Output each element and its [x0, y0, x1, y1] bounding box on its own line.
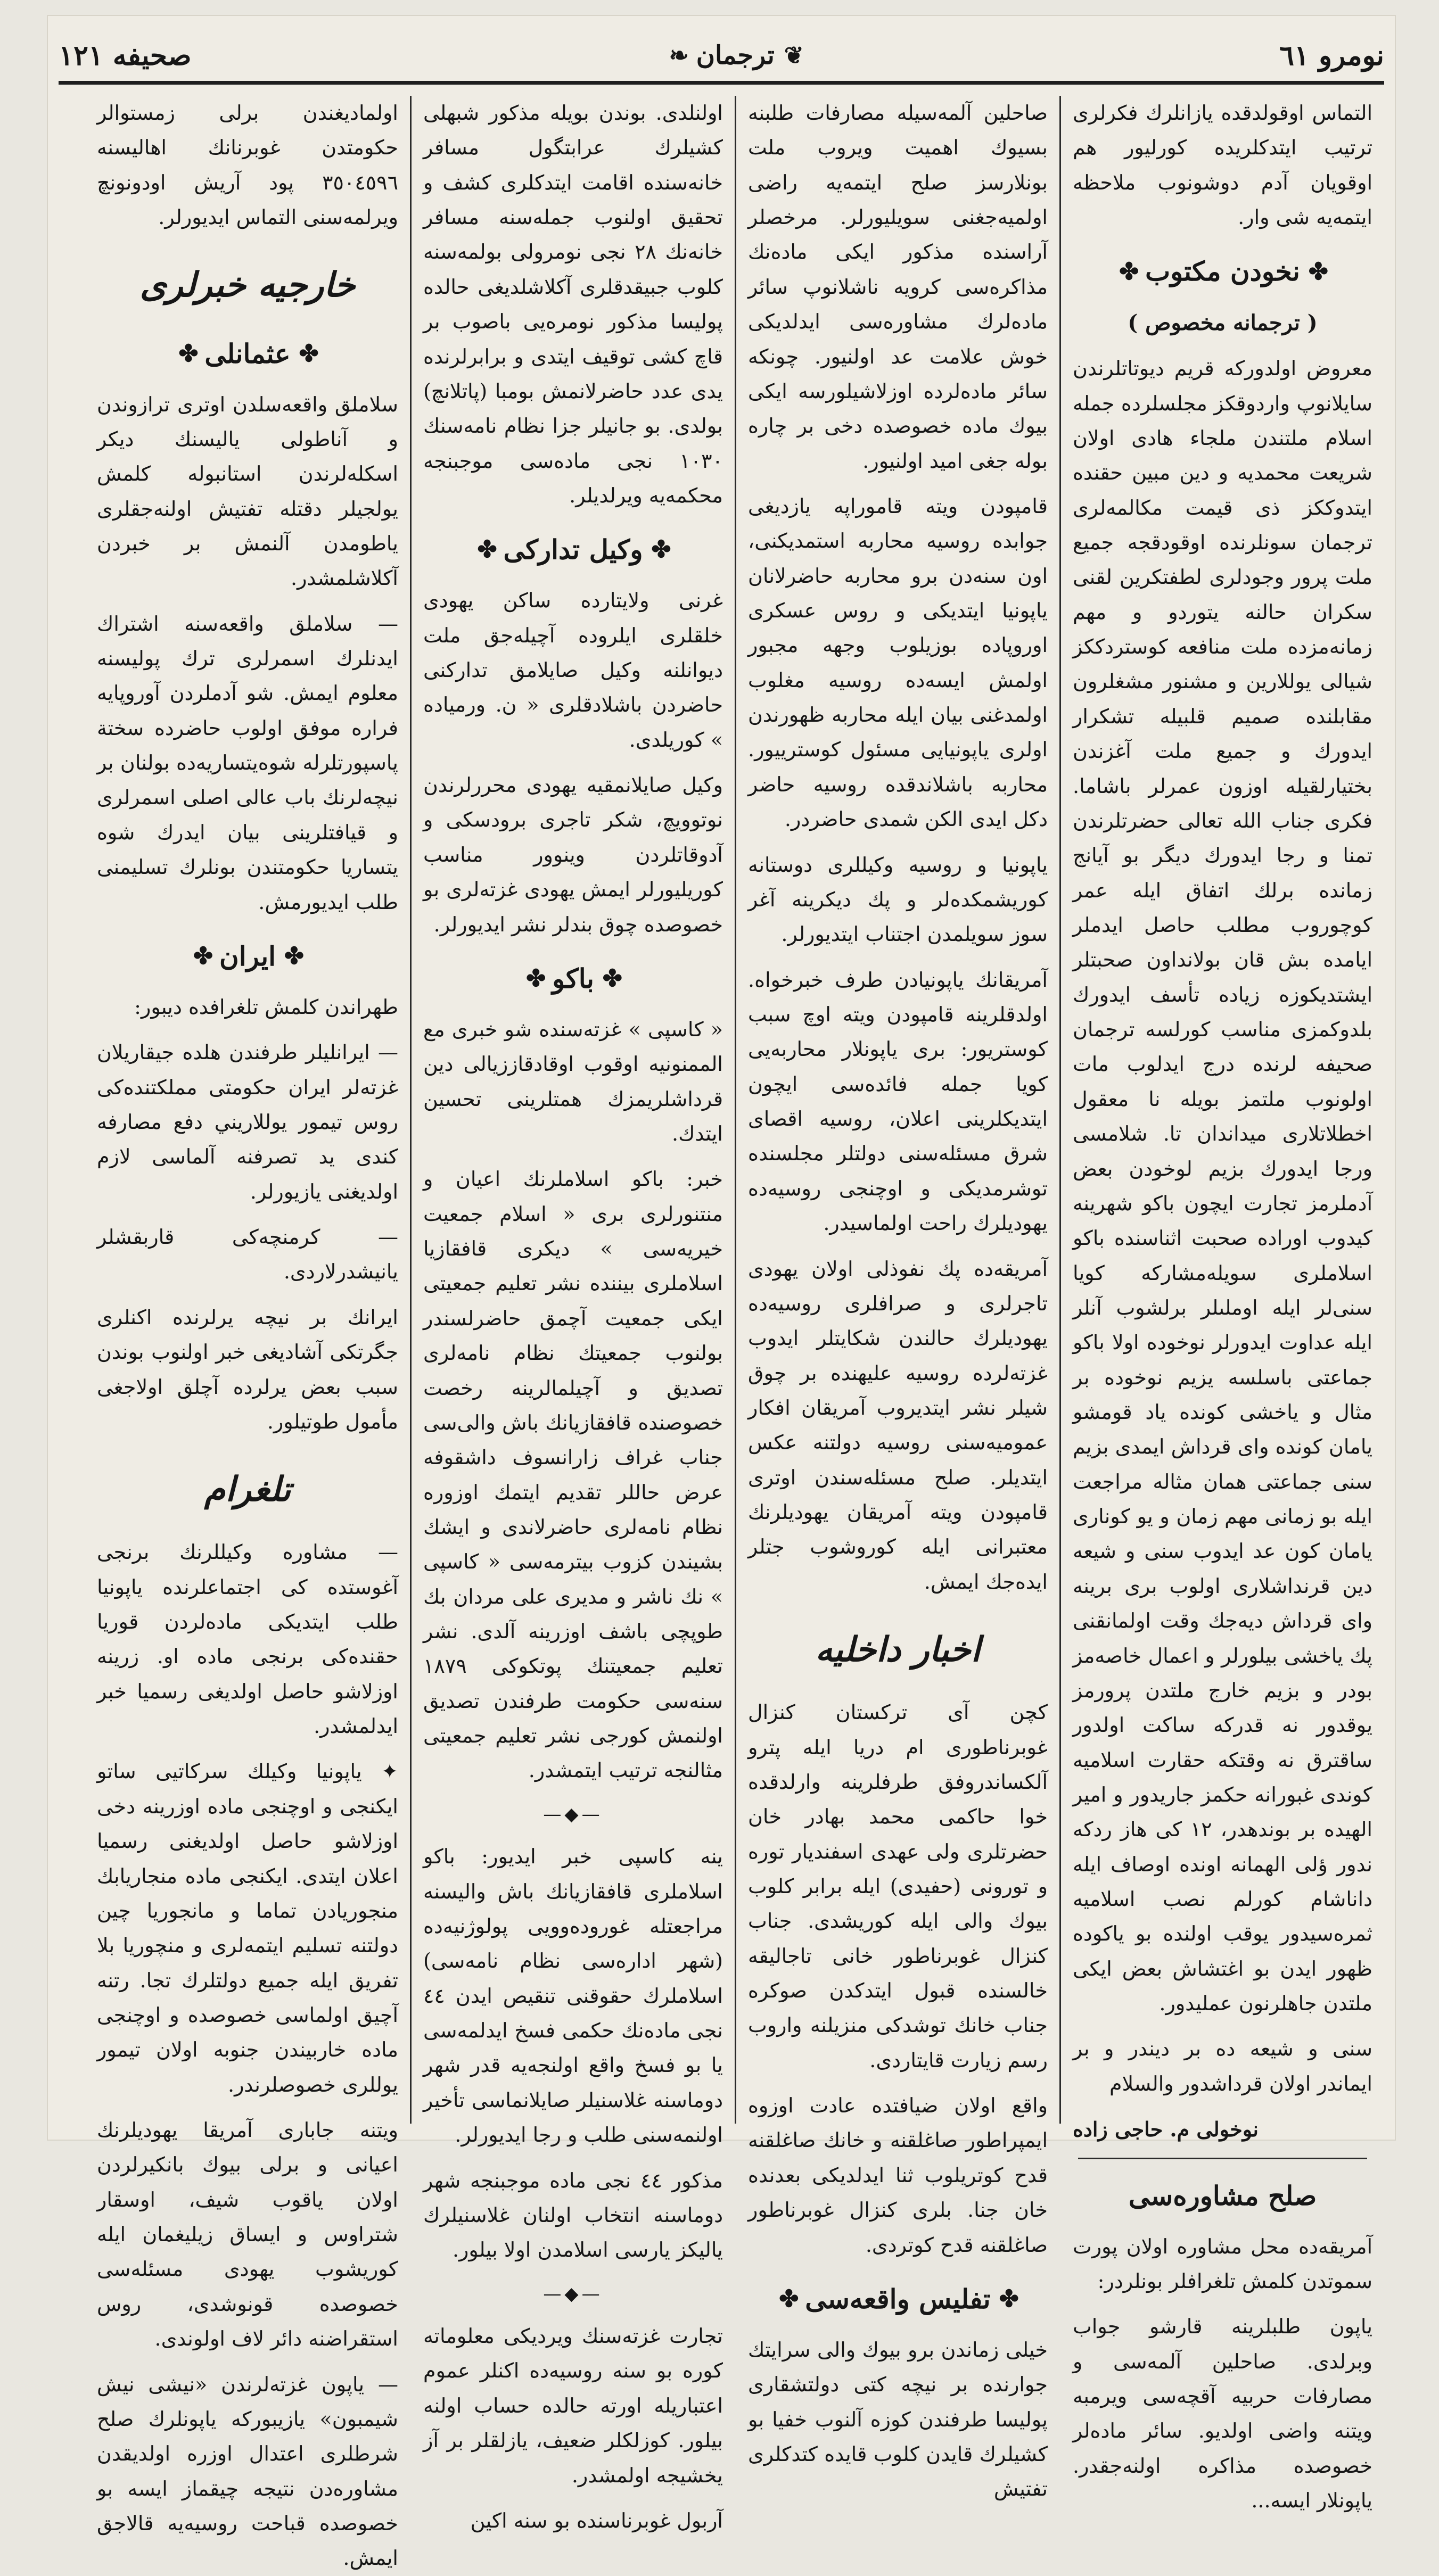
section-heading: تلغرام	[204, 1469, 291, 1510]
ornament-icon: ❧	[669, 42, 687, 69]
paragraph: اولماديغندن برلى زمستوالر حكومتدن غوبرنانك اهاليسنه ٣٥٠٤٥٩٦ پود آريش اودونونچ ويرلمه‌سنى التماس ايديورلر.	[97, 101, 398, 229]
paragraph: — ايرانليلر طرفندن هلده جيقاريلان غزته‌لر ايران حكومتى مملكتنده‌كى روس تيمور يوللاريني دفع مصارفه كندى يد تصرفنه آلماسى لازم اولديغنى يازيورلر.	[97, 1041, 398, 1203]
column-2	[735, 96, 1059, 2501]
divider-ornament: —◆—	[543, 1803, 603, 1825]
paragraph: ايرانك بر نيچه يرلرنده اكنلرى جگرتكى آشاديغى خبر اولنوب بوندن سبب بعض يرلرده آچلق اولاجغى مأمول طوتيلور.	[97, 1305, 398, 1433]
divider-ornament: —◆—	[543, 2283, 603, 2305]
paragraph: غرنى ولايتارده ساكن يهودى خلقلرى ايلروده آچيله‌جق ملت ديوانلنه وكيل صايلامق تداركنى حاضردن باشلادقلرى « ن. ورمياده » كوريلدى.	[423, 589, 723, 752]
paragraph: صاحلين آلمه‌سيله مصارفات طلبنه بسيوك اهميت ويروب ملت بونلارسز صلح ايتمه‌يه راضى اولميه‌جغنى سويليورلر. مرخصلر آراسنده مذكور ايكى ماده‌نك مذاكره‌سى كرويه ناشلانوپ سائر ماده‌لرك مشاوره‌سى ايدلديكى خوش علامت عد اولنيور. چونكه سائر ماده‌لرده اوزلاشيلورسه ايكى بيوك ماده خصوصده دخى بر چاره بوله جغى اميد اولنيور.	[748, 101, 1048, 473]
paragraph: واقع اولان ضيافتده عادت اوزوه ايمپراطور صاغلقنه و خانك صاغلقنه قدح كوتريلوب ثنا ايدلديكى بعدنده خان جنا. بلرى كنزال غوبرناطور صاغلقنه قدح كوتردى.	[748, 2094, 1048, 2257]
subheading: ( ترجمانه مخصوص )	[1128, 310, 1318, 336]
paragraph: ينه كاسپى خبر ايديور: باكو اسلاملرى قافقازيانك باش واليسنه مراجعتله غوروده‌وويى پولوژنيه‌ده (شهر اداره‌سى نظام نامه‌سى) اسلاملرك حقوقنى تنقيص ايدن ٤٤ نجى ماده‌نك حكمى فسخ ايدلمه‌سى يا بو فسخ واقع اولنجه‌يه قدر شهر دوماسنه غلاسنيلر صايلانماسى تأخير اولنمه‌سنى طلب و رجا ايديورلر.	[423, 1845, 723, 2147]
paragraph: طهراندن كلمش تلغرافده ديبور:	[134, 995, 398, 1019]
ornament-icon: ✤	[779, 2285, 797, 2313]
paragraph: معروض اولدوركه قريم ديوتاتلرندن سايلانوپ واردوقكز مجلسلرده جمله اسلام ملتندن ملجاء هادى اولان شريعت محمديه و دين مبين حقنده ايتدوككز ذى قيمت مكالمه‌لرى ترجمان سونلرنده اوقودقجه جميع ملت پرور وجودلرى لطفتكرين لقنى سكران حالنه يتوردو و مهم زمانه‌مزده ملت منافعه كوستردككز شيالى يوللارين و مشنور مشغلرون مقابلنده صميم قلبيله تشكرار ايدورك و جميع ملت آغزندن بختيارلقيله اوزون عمرلر باشاما. فكرى جناب الله تعالى حضرتلرندن تمنا و رجا ايدورك ديگر بو آيانج زمانده برلك اتفاق ايله عمر كوچوروب مطلب حاصل ايدملر ايامده بش قان بولانداون صحبتلر ايشتديكوزه زياده تأسف ايدورك بلدوكمزى مناسب كورلسه ترجمان صحيفه لرنده درج ايدلوب مات اولونوب ملتمز بويله نا معقول اخطلاتلارى ميداندان تا. شلامسى ورجا ايدورك بزيم لوخودن بعض آدملرمز تجارت ايچون باكو شهرينه كيدوب اوراده صحبت اثناسنده باكو اسلاملرى سويله‌مشاركه كويا سنى‌لر ايله اوملىلر برلشوب آنلر ايله عداوت ايدورلر نوخوده اولا باكو جماعتى باسلسه يزيم نوخوده بر مثال و ياخشى كونده ياد قومشو يامان كونده واى قرداش ايمدى بزيم سنى جماعتى همان مثاله مراجعت ايله بو زمانى مهم زمان و يو كونارى يامان كون عد ايدوب سنى و شيعه دين قرنداشلارى اولوب برى برينه واى قرداش ديه‌جك وقت اولمانقنى پك ياخشى بيلورلر و اعمال خاصه‌مز بودر و بزيم خارج ملتدن پرورمز يوقدور نه قدركه ساكت اولدور ساقترق نه وقتكه حقارت اسلاميه كوندى غبورانه حكمز جاريدور و امير الهيده بر بوندهدر، ١٢ كى هاز ردكه ندور ؤلى الهمانه اونده اوصاف ايله داناشام كورلم نصب اسلاميه ثمره‌سيدور يوقب اولنده بو ياكوده ظهور ايدن بو اغتشاش بعض ايكى ملتدن جاهلرنون عمليدور.	[1073, 357, 1372, 2016]
masthead-title-block	[669, 40, 802, 70]
paragraph: ويتنه جابارى آمريقا يهوديلرنك اعيانى و برلى بيوك بانكيرلردن اولان ياقوب شيف، اوسقار شتراوس و ايساق زيليغمان ايله كوريشوب يهودى مسئله‌سى خصوصده قونوشدى، روس استقراضنه دائر لاف اولوندى.	[97, 2118, 398, 2351]
ornament-icon: ✤	[284, 943, 302, 970]
ornament-icon: ✤	[178, 340, 196, 367]
paragraph: التماس اوقولدقده يازانلرك فكرلرى ترتيب ايتدكلريده كورليور هم اوقويان آدم دوشونوب ملاحظه ايتمه‌يه شى وار.	[1073, 101, 1372, 229]
paragraph: تجارت غزته‌سنك ويرديكى معلوماته كوره بو سنه روسيه‌ده اكنلر عموم اعتباريله اورته حالده حساب اولنه بيلور. كوزلكلر ضعيف، يازلقلر بر آز يخشيجه اولمشدر.	[423, 2324, 723, 2487]
paragraph: « كاسپى » غزته‌سنده شو خبرى مع الممنونيه اوقوب اوقادقاززيالى دين قرداشلريمزك همتلرينى تحسين ايتدك.	[423, 1017, 723, 1145]
paragraph: — كرمنچه‌كى قاربقشلر يانيشدرلاردى.	[97, 1225, 398, 1284]
paragraph: سلاملق واقعه‌سلدن اوترى ترازوندن و آناطولى ياليسنك ديكر اسكله‌لرندن استانبوله كلمش يولجيلر دقتله تفتيش اولنه‌جقلرى ياطومدن آلنمش بر خبردن آكلاشلمشدر.	[97, 392, 398, 590]
divider	[1078, 2158, 1367, 2159]
masthead-rule	[59, 81, 1384, 85]
paragraph: خيلى زماندن برو بيوك والى سرايتك جوارنده بر نيچه كتى دولتشقارى پوليسا طرفندن كوزه آلنوب خفيا بو كشيلرك قايدن كلوب قايده كتدكلرى تفتيش	[748, 2338, 1048, 2501]
ornament-icon: ✤	[526, 965, 544, 993]
section-heading: ✤ تفليس واقعه‌سى ✤	[748, 2276, 1048, 2322]
paragraph: قامپودن ويته قاموراپه يازديغى جوابده روسيه محاربه استمديكنى، اون سنه‌دن برو محاربه حاضرلانان ياپونيا ايتديكى و روس عسكرى اوروپاده بوزيلوب وجهه مجبور اولمش ايسه‌ده روسيه مغلوب اولمدغنى بيان ايله محاربه ظهورندن اولرى ياپونيايى مسئول كوسترييور. محاربه باشلاندقده روسيه حاضر دكل ايدى الكن شمدى حاضردر.	[748, 494, 1048, 831]
ornament-icon: ❦	[784, 42, 802, 69]
paragraph: — سلاملق واقعه‌سنه اشتراك ايدنلرك اسمرلرى ترك پوليسنه معلوم ايمش. شو آدملردن آوروپايه فراره موفق اولوب حاضرده سختة پاسپورتلرله شوه‌يتساريه‌ده بولنان بر نيچه‌لرنك باب عالى اصلى اسمرلرى و قيافتلرينى بيان ايدرك شوه يتساريا حكومتندن بونلرك تسليمنى طلب ايديورمش.	[97, 612, 398, 914]
ornament-icon: ✤	[193, 943, 211, 970]
section-heading: اخبار داخليه	[815, 1630, 981, 1670]
issue-number: نومرو ٦١	[1279, 39, 1384, 72]
ornament-icon: ✤	[477, 536, 495, 564]
paragraph: آربول غوبرناسنده بو سنه اكين	[470, 2508, 723, 2532]
section-heading: ✤ نخودن مكتوب ✤	[1073, 249, 1372, 294]
column-1	[1059, 96, 1384, 2513]
signature: نوخولى م. حاجى زاده	[1073, 2117, 1259, 2142]
paragraph: اولنلدى. بوندن بويله مذكور شبهلى كشيلرك عرابتگول مسافر خانه‌سنده اقامت ايتدكلرى كشف و تحقيق اولنوب جمله‌سنه مسافر خانه‌نك ٢٨ نجى نومرولى بولمه‌سنه كلوب جبيقدقلرى آكلاشلديغى حالده پوليسا مذكور نومره‌يى باصوب بر قاچ كشى توقيف ايتدى و برابرلرنده يدى عدد حاضرلانمش بومبا (پاتلانچ) بولدى. بو جانيلر جزا نظام نامه‌سنك ١٠٣٠ نجى ماده‌سى موجبنجه محكمه‌يه ويرلديلر.	[423, 101, 723, 507]
paragraph: — ياپون غزته‌لرندن «نيشى نيش شيمبون» يازيبوركه ياپونلرك صلح شرطلرى اعتدال اوزره اولديقدن مشاوره‌دن نتيجه چيقماز ايسه بو خصوصده قباحت روسيه‌يه قالاجق ايمش.	[97, 2372, 398, 2570]
ornament-icon: ✤	[999, 2285, 1017, 2313]
paragraph: ياپون طلبلرينه قارشو جواب وبرلدى. صاحلين آلمه‌سى و مصارفات حربيه آقچه‌سى ويرمبه ويتنه واضى اولديو. سائر ماده‌لر خصوصده مذاكره اولنه‌جقدر. ياپونلار ايسه...	[1073, 2315, 1372, 2513]
paragraph: كچن آى تركستان كنزال غوبرناطورى ام دريا ايله پترو آلكساندروفق طرفلرينه وارلدقده خوا حاكمى محمد بهادر خان حضرتلرى ولى عهدى اسفنديار توره و تورونى (حفيدى) ايله برابر كلوب بيوك والى ايله كوريشدى. جناب كنزال غوبرناطور خانى تاجاليقه خالسنده قبول ايتدكدن صوكره جناب خانك توشدكى منزيلنه واروب رسم زيارت قايتاردى.	[748, 1700, 1048, 2072]
paragraph: ياپونيا و روسيه وكيللرى دوستانه كوريشمكده‌لر و پك ديكرينه آغر سوز سويلمدن اجتناب ايتديورلر.	[748, 853, 1048, 946]
ornament-icon: ✤	[1119, 258, 1137, 285]
column-3	[410, 96, 735, 2532]
paragraph: آمريقانك ياپونيادن طرف خبرخواه. اولدقلرينه قامپودن ويته اوچ سبب كوستريور: برى ياپونلار محاربه‌يى كويا جمله فائده‌سى ايچون ايتديكلرينى اعلان، روسيه اقصاى شرق مسئله‌سنى دولتلر مجلسنده توشرمديكى و اوچنجى روسيه‌ده يهوديلرك راحت اولماسيدر.	[748, 968, 1048, 1235]
column-4	[85, 96, 410, 2570]
ornament-icon: ✤	[1308, 258, 1326, 285]
ornament-icon: ✤	[651, 536, 669, 564]
paragraph: — مشاوره وكيللرنك برنجى آغوستده كى اجتماعلرنده ياپونيا طلب ايتديكى ماده‌لردن قوريا حقنده‌كى برنجى ماده او. زرينه اوزلاشو حاصل اولديغى رسميا خبر ايدلمشدر.	[97, 1540, 398, 1738]
newspaper-page	[48, 16, 1395, 2570]
section-heading: ✤ وكيل تداركى ✤	[423, 527, 723, 573]
paragraph: خبر: باكو اسلاملرنك اعيان و منتنورلرى برى « اسلام جمعيت خيريه‌سى » ديكرى قافقازيا اسلاملرى بيننده نشر تعليم جمعيتى ايكى جمعيت آچمق حاضرلسندر بولنوب جمعيتك نظام نامه‌لرى تصديق و آچيلمالرينه رخصت خصوصنده قافقازيانك باش والى‌سى جناب غراف زارانسوف داشقوفه عرض حاللر تقديم ايتمك اوزوره نظام نامه‌لرى حاضرلاندى و ايشك بشيندن كزوب بيترمه‌سى « كاسپى » نك ناشر و مديرى على مردان بك طوپچى باشف اوزرينه آلدى. نشر تعليم جمعيتنك پوتكوكى ١٨٧٩ سنه‌سى حكومت طرفندن تصديق اولنمش كورجى نشر تعليم جمعيتى مثالنجه ترتيب ايتمشدر.	[423, 1167, 723, 1782]
section-heading: ✤ باكو ✤	[423, 956, 723, 1002]
paragraph: آمريقه‌ده محل مشاوره اولان پورت سموتدن كلمش تلغرافلر بونلردر:	[1073, 2234, 1372, 2293]
columns	[59, 96, 1384, 2570]
paragraph: آمريقه‌ده پك نفوذلى اولان يهودى تاجرلرى و صرافلرى روسيه‌ده يهوديلرك حالندن شكايتلر ايدوب غزته‌لرده روسيه عليهنده بر چوق شيلر نشر ايتديروب آمريقان افكار عموميه‌سنى روسيه دولتنه عكس ايتديلر. صلح مسئله‌سندن اوترى قامپودن ويته آمريقان يهوديلرنك معتبرانى ايله كوروشوب جتلر ايده‌جك ايمش.	[748, 1257, 1048, 1594]
page-number: صحيفه ١٢١	[59, 39, 192, 72]
paragraph: وكيل صايلانمقيه يهودى محررلرندن نوتوويچ، شكر تاجرى برودسكى و آدوقاتلردن وينوور مناسب كوريليورلر ايمش يهودى غزته‌لرى بو خصوصده چوق بندلر نشر ايديورلر.	[423, 773, 723, 936]
paragraph: مذكور ٤٤ نجى ماده موجبنجه شهر دوماسنه انتخاب اولنان غلاسنيلرك ياليكز يارسى اسلامدن اولا بيلور.	[423, 2168, 723, 2262]
ornament-icon: ✤	[299, 340, 317, 367]
section-heading: خارجيه خبرلرى	[139, 265, 356, 306]
section-heading: ✤ عثمانلى ✤	[97, 331, 398, 377]
newspaper-title: ترجمان	[696, 40, 775, 70]
ornament-icon: ✤	[602, 965, 620, 993]
paragraph: ✦ ياپونيا وكيلك سركاتيى ساتو ايكنجى و اوچنجى ماده اوزرينه دخى اوزلاشو حاصل اولديغنى رسميا اعلان ايتدى. ايكنجى ماده منجاريابك منجوريادن تماما و مانجوريا چين دولتنه تسليم ايتمه‌لرى و منچوريا بلا تفريق ايله جميع دولتلرك تجا. رتنه آچيق اولماسى خصوصده و اوچنجى ماده خاربيندن جنوبه اولان تيمور يوللرى خصوصلرندر.	[97, 1760, 398, 2096]
masthead	[59, 32, 1384, 79]
paragraph: سنى و شيعه ده بر ديندر و بر ايماندر اولان قرداشدور والسلام	[1073, 2037, 1372, 2095]
section-heading: صلح مشاوره‌سى	[1128, 2179, 1317, 2211]
section-heading: ✤ ايران ✤	[97, 934, 398, 979]
